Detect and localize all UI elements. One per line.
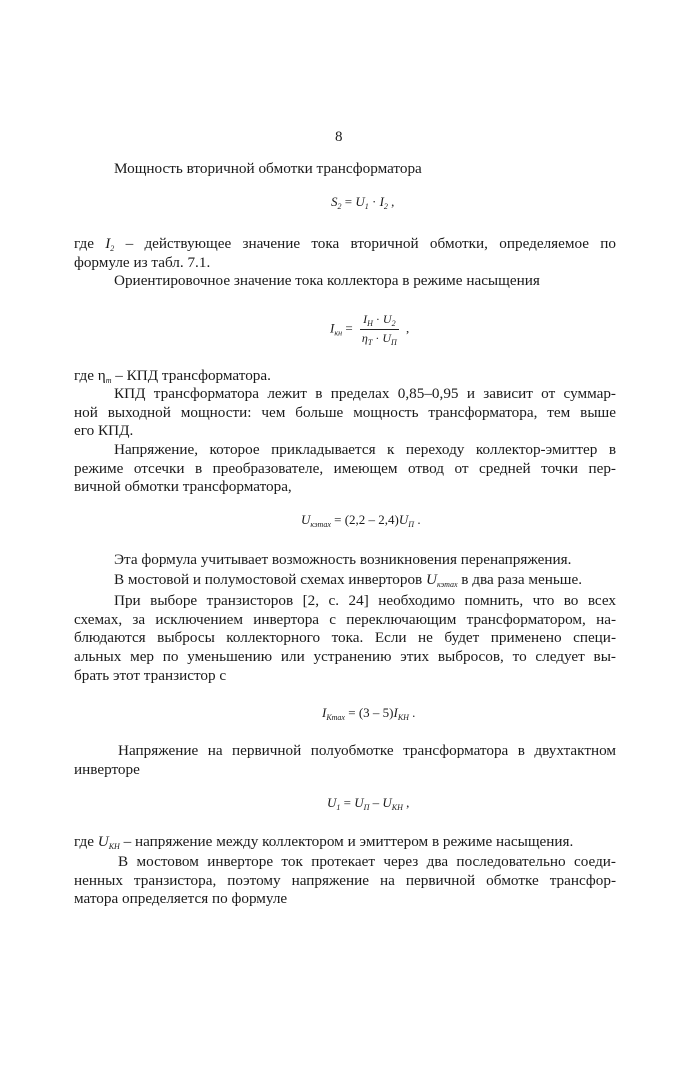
formula-u1: $U_1 = U_П - U_{КН}$ , [327,795,410,812]
paragraph-voltage-line2: режиме отсечки в преобразователе, имеющем отвод от средней точки пер- [74,460,616,477]
paragraph-collector-current: Ориентировочное значение тока коллектора в режиме насыщения [114,272,540,289]
paragraph-primary-voltage-line2: инверторе [74,761,140,778]
paragraph-overvoltage: Эта формула учитывает возможность возникновения перенапряжения. [114,551,572,568]
paragraph-secondary-power: Мощность вторичной обмотки трансформатора [114,160,422,177]
paragraph-voltage-line1: Напряжение, которое прикладывается к переходу коллектор-эмиттер в [114,441,616,458]
paragraph-bridge-inverter-line3: матора определяется по формуле [74,890,288,907]
paragraph-where-i2-line2: формуле из табл. 7.1. [74,254,211,271]
formula-ikmax: $I_{Кmax} = (3 - 5)I_{КН}$ . [322,705,416,722]
formula-s2: $S_2 = U_1 \cdot I_2$ , [331,194,395,211]
paragraph-transistor-line3: блюдаются выбросы коллекторного тока. Если не будет применено специ- [74,629,616,646]
formula-ukemax: $U_{кэmax} = (2,2 - 2,4)U_П$ . [301,512,421,529]
paragraph-voltage-line3: вичной обмотки трансформатора, [74,478,292,495]
paragraph-efficiency-line2: ной выходной мощности: чем больше мощность трансформатора, тем выше [74,404,616,421]
paragraph-efficiency-line1: КПД трансформатора лежит в пределах 0,85–0,95 и зависит от суммар- [114,385,616,402]
paragraph-transistor-line5: брать этот транзистор с [74,667,227,684]
paragraph-bridge-inverter-line1: В мостовом инверторе ток протекает через два последовательно соеди- [118,853,616,870]
paragraph-transistor-line1: При выборе транзисторов [2, с. 24] необходимо помнить, что во всех [114,592,616,609]
formula-ikn: $I_{кн}$ = $\frac{I_Н \cdot U_2}{\eta_Т \cdot U_П}$ , [330,312,410,347]
paragraph-bridge-inverter-line2: ненных транзистора, поэтому напряжение на первичной обмотке трансфор- [74,872,616,889]
paragraph-where-ukn: где $U_{КН}$ – напряжение между коллектором и эмиттером в режиме насыщения. [74,833,574,851]
paragraph-efficiency-line3: его КПД. [74,422,134,439]
paragraph-efficiency-def: где $\eta_т$ – КПД трансформатора. [74,367,271,385]
paragraph-transistor-line4: альных мер по уменьшению или устранению этих выбросов, то следует вы- [74,648,616,665]
paragraph-transistor-line2: схемах, за исключением инвертора с переключающим трансформатором, на- [74,611,616,628]
formula-ikn-fraction: $\frac{I_Н \cdot U_2}{\eta_Т \cdot U_П}$ [361,312,397,347]
paragraph-primary-voltage-line1: Напряжение на первичной полуобмотке трансформатора в двухтактном [118,742,616,759]
paragraph-bridge-schemes: В мостовой и полумостовой схемах инверторов $U_{кэmax}$ в два раза меньше. [114,571,583,589]
paragraph-where-i2-line1: где $I_2$ – действующее значение тока вторичной обмотки, определяемое по [74,235,617,253]
page-number: 8 [335,129,343,145]
